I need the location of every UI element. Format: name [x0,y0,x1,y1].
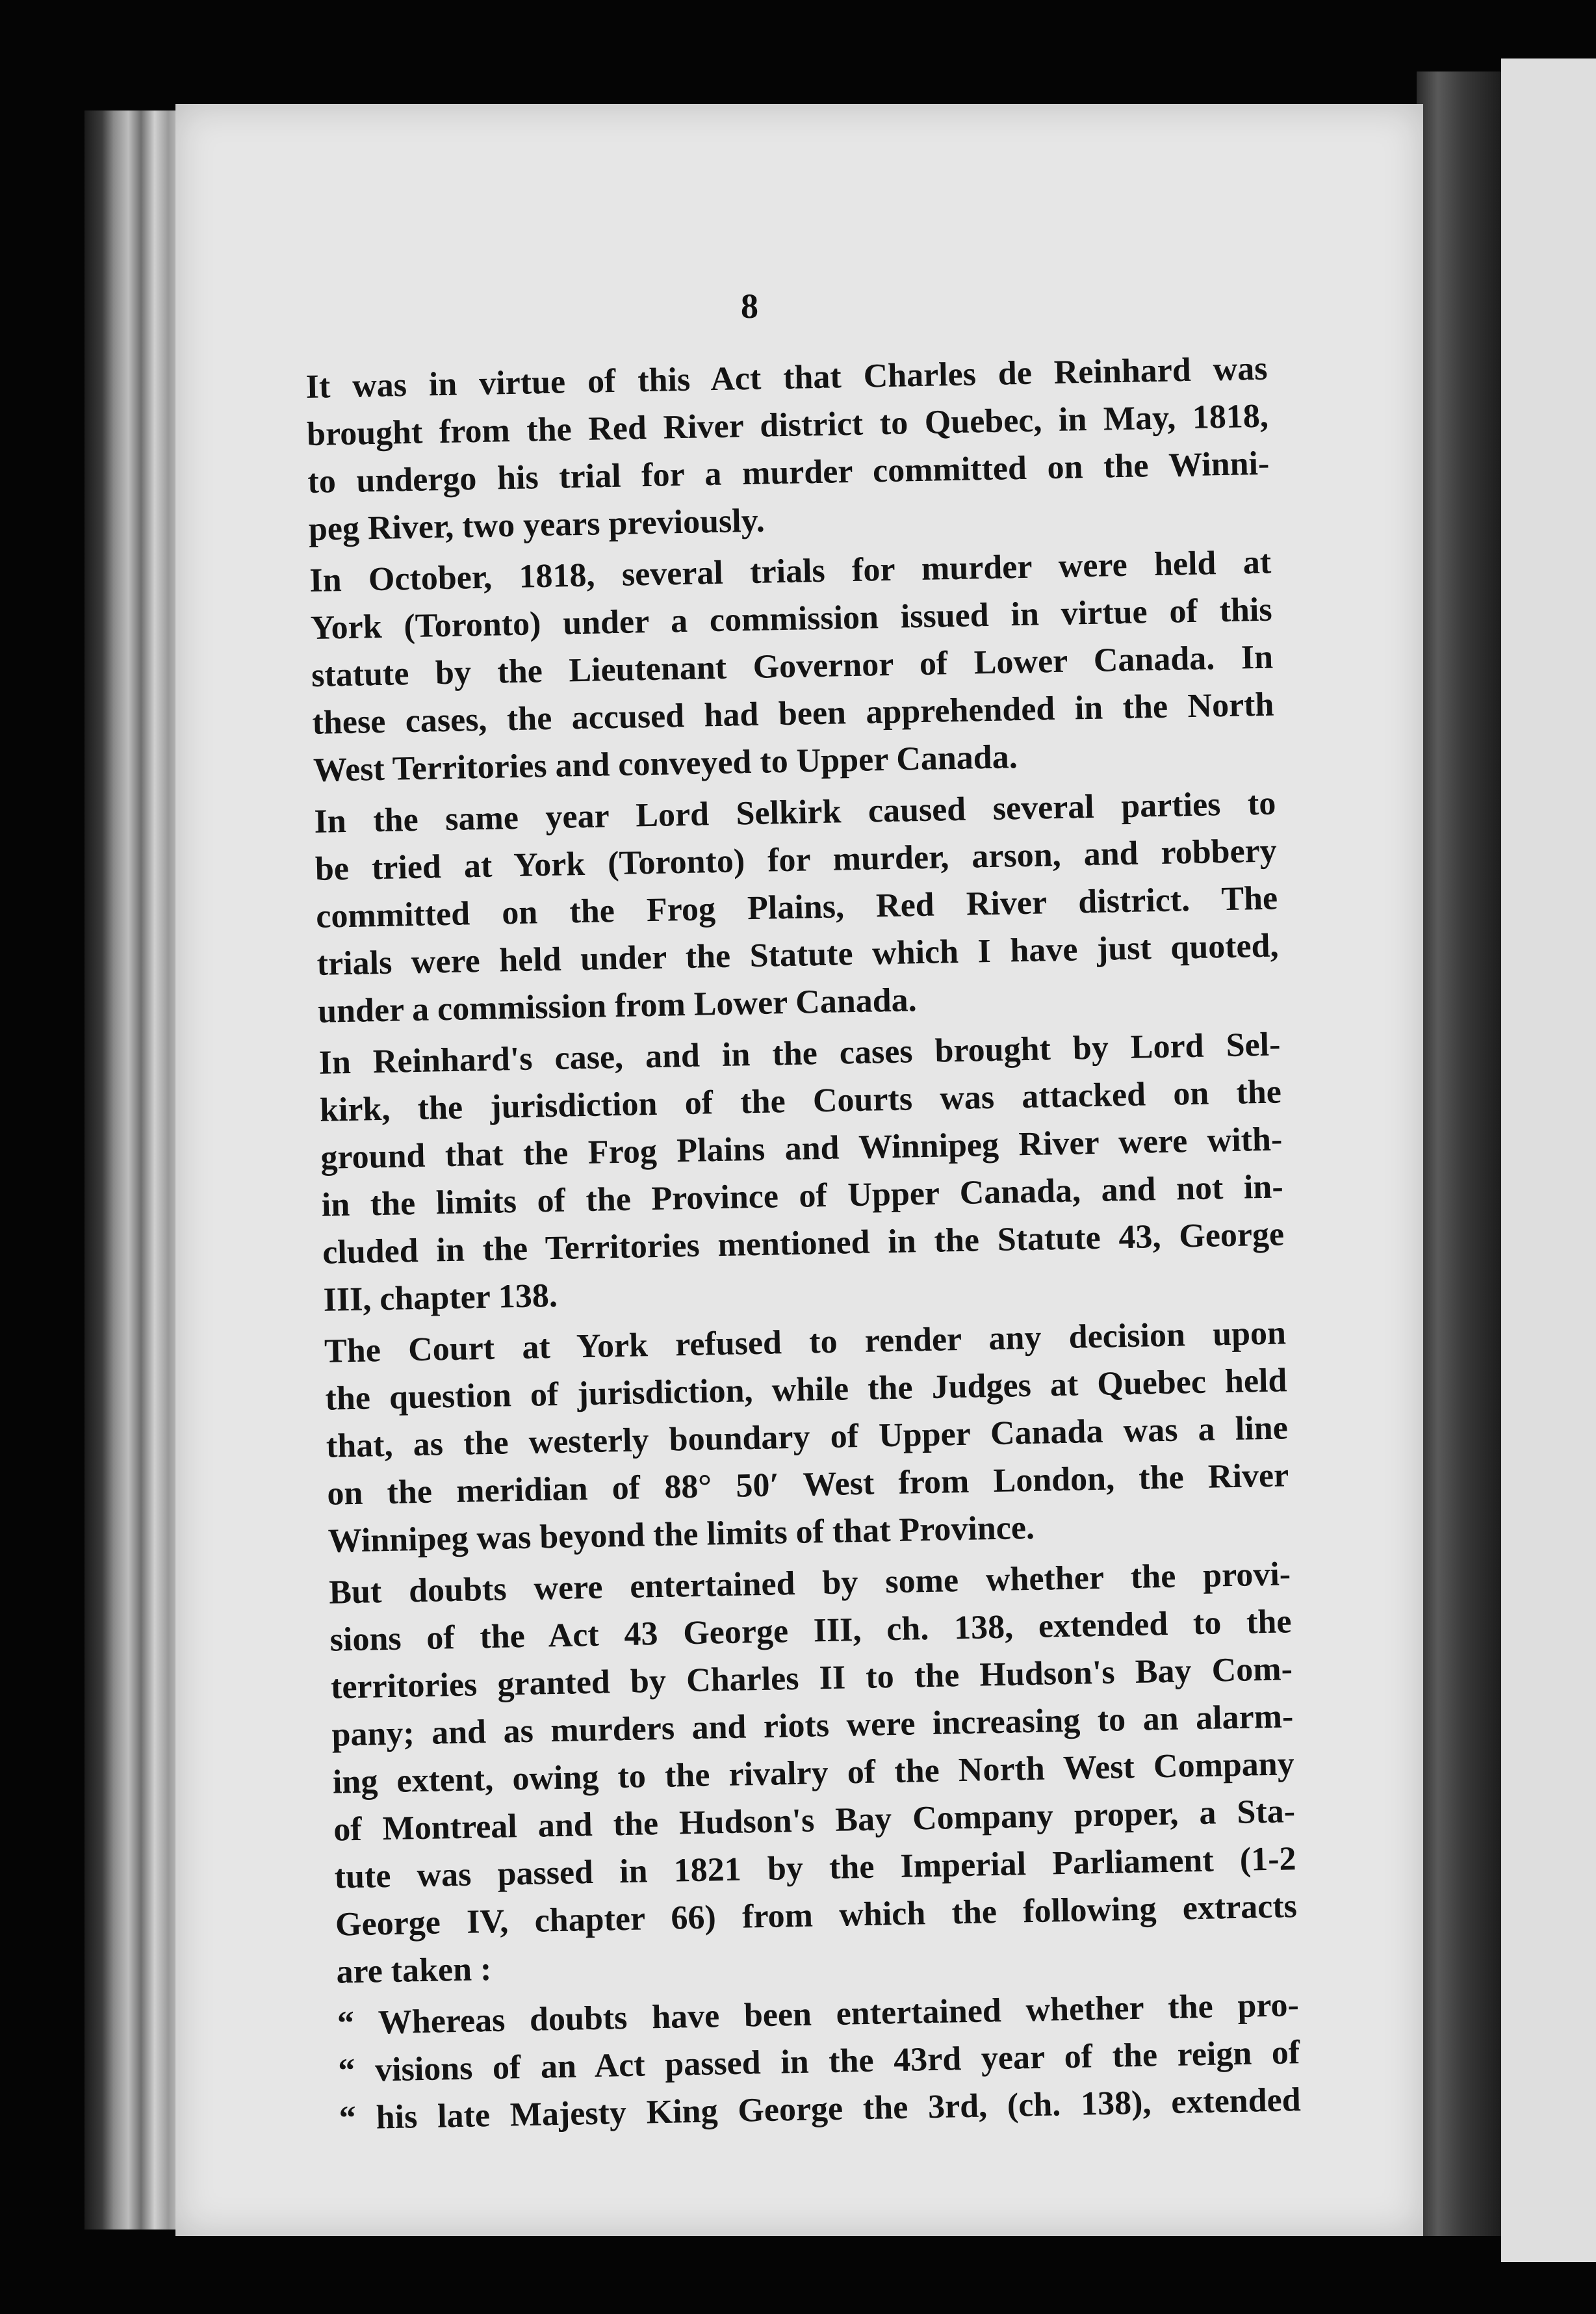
text-line: statute by the Lieutenant Governor of Lower Canada. In [311,638,1274,694]
quoted-extract [304,1981,1301,2142]
text-line: are taken : [335,1951,492,1991]
text-line: It was in virtue of this Act that Charles de Reinhard was [305,350,1268,406]
text-line: that, as the westerly boundary of Upper Canada was a line [326,1409,1289,1465]
text-line: on the meridian of 88° 50′ West from London, the River [326,1457,1289,1513]
text-line: be tried at York (Toronto) for murder, arson, and robbery [315,832,1278,888]
text-line: cluded in the Territories mentioned in the Statute 43, George [322,1216,1285,1271]
text-line: In October, 1818, several trials for murder were held at [309,543,1272,599]
text-line: George IV, chapter 66) from which the following extracts [335,1888,1298,1944]
paragraph-6 [296,1550,1298,1996]
text-line: York (Toronto) under a commission issued in virtue of this [310,591,1273,647]
text-line: committed on the Frog Plains, Red River district. The [315,879,1278,935]
text-line: “ visions of an Act passed in the 43rd year of the reign of [337,2034,1300,2090]
text-line: to undergo his trial for a murder committed on the Winni- [307,445,1270,501]
text-line: peg River, two years previously. [308,502,766,548]
text-line: “ his late Majesty King George the 3rd, (ch. 138), extended [339,2081,1302,2137]
paragraph-2 [277,539,1276,795]
text-line: Winnipeg was beyond the limits of that Province. [328,1509,1035,1560]
text-line: of Montreal and the Hudson's Bay Company proper, a Sta- [333,1793,1296,1849]
text-line: In the same year Lord Selkirk caused several parties to [313,785,1276,840]
page-edges [1417,72,1501,2236]
adjacent-page [1501,58,1596,2262]
text-line: ground that the Frog Plains and Winnipeg River were with- [320,1121,1283,1176]
book-spine [84,110,182,2230]
text-line: in the limits of the Province of Upper Canada, and not in- [321,1168,1284,1224]
text-line: In Reinhard's case, and in the cases brought by Lord Sel- [318,1026,1281,1082]
text-line: territories granted by Charles II to the Hudson's Bay Com- [330,1650,1293,1706]
text-line: But doubts were entertained by some whether the provi- [328,1555,1291,1611]
paragraph-5 [291,1309,1290,1565]
text-line: trials were held under the Statute which I have just quoted, [316,927,1280,983]
text-line: West Territories and conveyed to Upper Canada. [313,738,1018,789]
text-line: ing extent, owing to the rivalry of the North West Company [332,1745,1295,1801]
text-line: III, chapter 138. [323,1277,558,1319]
paragraph-1 [273,345,1270,554]
text-line: sions of the Act 43 George III, ch. 138, extended to the [329,1603,1292,1659]
text-line: brought from the Red River district to Quebec, in May, 1818, [306,397,1269,454]
text-line: kirk, the jurisdiction of the Courts was attacked on the [319,1073,1282,1129]
text-line: under a commission from Lower Canada. [317,982,918,1030]
text-line: the question of jurisdiction, while the Judges at Quebec held [325,1362,1287,1418]
text-line: these cases, the accused had been apprehended in the North [312,686,1274,742]
text-line: “ Whereas doubts have been entertained whether the pro- [337,1986,1300,2042]
text-line: tute was passed in 1821 by the Imperial Parliament (1-2 [334,1840,1296,1896]
paragraph-3 [281,780,1280,1036]
paragraph-4 [286,1020,1285,1324]
page-number: 8 [741,287,758,326]
text-line: The Court at York refused to render any decision upon [324,1314,1287,1370]
page-text [273,345,1302,2137]
text-line: pany; and as murders and riots were increasing to an alarm- [331,1698,1294,1754]
